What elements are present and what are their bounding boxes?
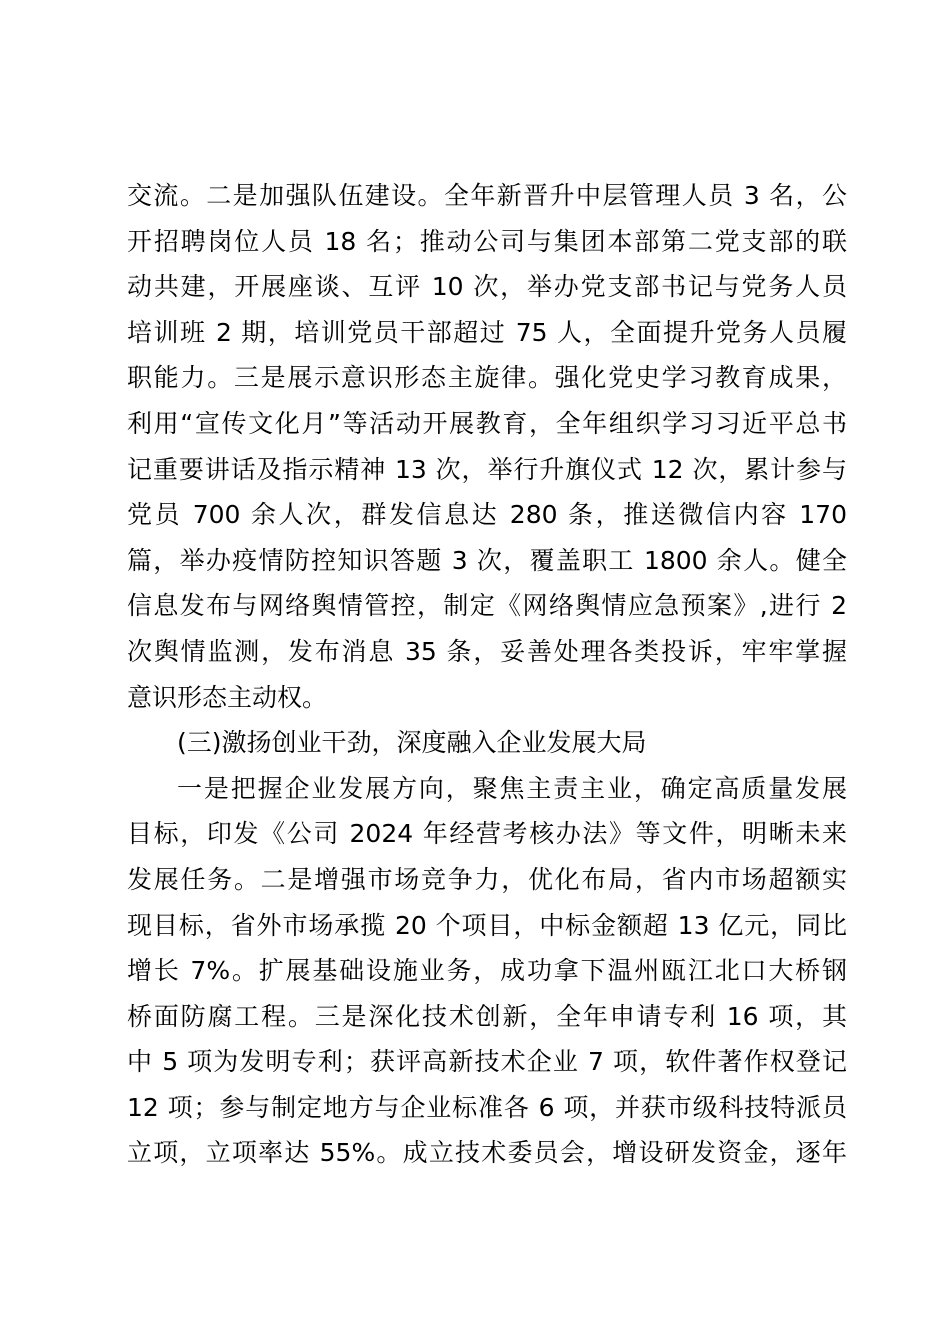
paragraph-line: 发展任务。二是增强市场竞争力，优化布局，省内市场超额实 [127,864,847,894]
paragraph-line: 篇，举办疫情防控知识答题 3 次，覆盖职工 1800 余人。健全 [127,545,847,575]
paragraph-line: 12 项；参与制定地方与企业标准各 6 项，并获市级科技特派员 [127,1092,847,1122]
paragraph-line: 动共建，开展座谈、互评 10 次，举办党支部书记与党务人员 [127,272,847,302]
paragraph-line: 职能力。三是展示意识形态主旋律。强化党史学习教育成果， [127,363,847,393]
paragraph-line: 桥面防腐工程。三是深化技术创新，全年申请专利 16 项，其 [127,1001,847,1031]
paragraph-line: 利用“宣传文化月”等活动开展教育，全年组织学习习近平总书 [127,408,847,438]
paragraph-line: 中 5 项为发明专利；获评高新技术企业 7 项，软件著作权登记 [127,1047,847,1077]
paragraph-line: 一是把握企业发展方向，聚焦主责主业，确定高质量发展 [177,773,847,803]
paragraph-line: 目标，印发《公司 2024 年经营考核办法》等文件，明晰未来 [127,819,847,849]
paragraph-line: 交流。二是加强队伍建设。全年新晋升中层管理人员 3 名，公 [127,181,847,210]
paragraph-line: 信息发布与网络舆情管控，制定《网络舆情应急预案》,进行 2 [127,591,847,621]
paragraph-line: 党员 700 余人次，群发信息达 280 条，推送微信内容 170 [127,500,847,530]
paragraph-line: 次舆情监测，发布消息 35 条，妥善处理各类投诉，牢牢掌握 [127,636,847,666]
document-body [127,173,847,1176]
paragraph-line: 增长 7%。扩展基础设施业务，成功拿下温州瓯江北口大桥钢 [127,956,847,986]
paragraph-line: 开招聘岗位人员 18 名；推动公司与集团本部第二党支部的联 [127,226,847,256]
paragraph-line: 立项，立项率达 55%。成立技术委员会，增设研发资金，逐年 [127,1138,847,1168]
section-heading: (三)激扬创业干劲，深度融入企业发展大局 [177,728,647,758]
paragraph-line: 培训班 2 期，培训党员干部超过 75 人，全面提升党务人员履 [127,317,847,347]
paragraph-line: 意识形态主动权。 [127,682,328,712]
paragraph-line: 现目标，省外市场承揽 20 个项目，中标金额超 13 亿元，同比 [127,910,847,940]
paragraph-line: 记重要讲话及指示精神 13 次，举行升旗仪式 12 次，累计参与 [127,454,847,484]
